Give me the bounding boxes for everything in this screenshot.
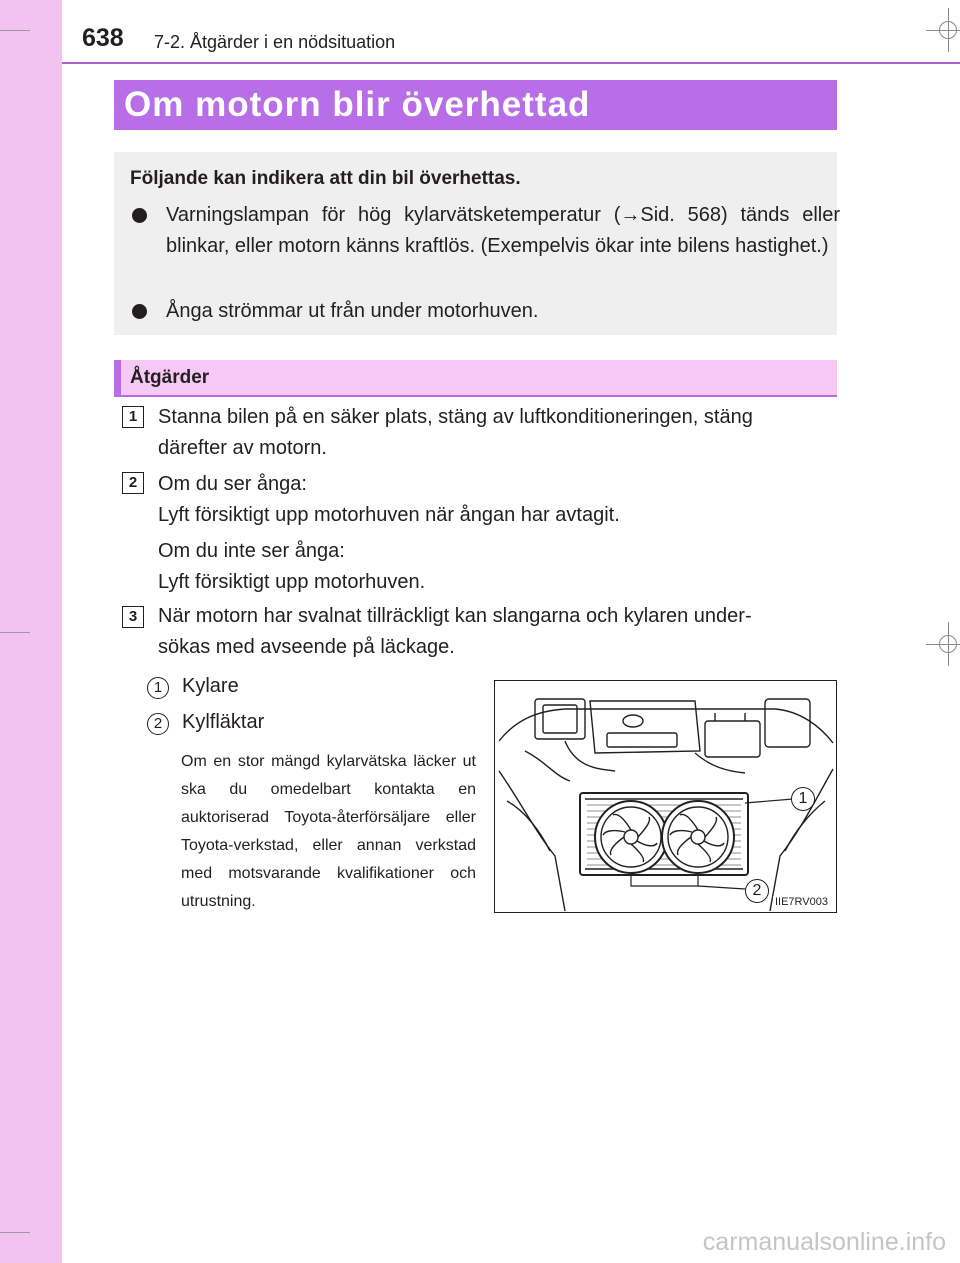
page-title: Om motorn blir överhettad — [124, 85, 591, 124]
running-head: 7-2. Åtgärder i en nödsituation — [154, 32, 396, 52]
page-title-bar — [114, 80, 837, 130]
section-heading-text: Åtgärder — [130, 367, 210, 388]
header-rule — [62, 62, 960, 64]
leak-note: Om en stor mängd kylarvätska läcker ut ska du omedelbart kontakta en auktoriserad Toyota-återförsäljare eller Toyota-verkstad, eller annan verkstad med motsvarande kvalifikationer och utrustning. — [181, 753, 476, 910]
step-2-text: Om du ser ånga: Lyft försiktigt upp motorhuven när ångan har avtagit. — [158, 473, 620, 526]
watermark: carmanualsonline.info — [702, 1228, 946, 1256]
symptom-bullet: Ånga strömmar ut från under motorhuven. — [132, 296, 837, 327]
symptom-heading: Följande kan indikera att din bil överhettas. — [130, 168, 521, 189]
part-number-badge: 1 — [147, 677, 169, 699]
symptom-box — [114, 152, 840, 335]
engine-bay-drawing — [495, 681, 837, 913]
step-number-badge: 3 — [122, 606, 144, 628]
trim-mark — [0, 30, 30, 31]
figure-callout-fans: 2 — [745, 879, 769, 903]
step-1-text: Stanna bilen på en säker plats, stäng av luftkonditioneringen, stäng därefter av motorn. — [158, 406, 753, 459]
trim-mark — [0, 1232, 30, 1233]
part-label-radiator: Kylare — [182, 675, 239, 697]
bullet-icon — [132, 304, 147, 319]
figure-callout-radiator: 1 — [791, 787, 815, 811]
page-number: 638 — [82, 24, 124, 52]
step-2-alt-text: Om du inte ser ånga: Lyft försiktigt upp motorhuven. — [158, 540, 426, 593]
symptom-bullet: Varningslampan för hög kylarvätsketemperatur (→Sid. 568) tänds eller blinkar, eller motorn känns kraftlös. (Exempelvis ökar inte bilens hastighet.) — [132, 200, 837, 262]
part-number-badge: 2 — [147, 713, 169, 735]
engine-bay-illustration — [494, 680, 837, 913]
step-3-text: När motorn har svalnat tillräckligt kan slangarna och kylaren under- sökas med avseende på läckage. — [158, 605, 752, 658]
step-number-badge: 1 — [122, 406, 144, 428]
figure-id: IIE7RV003 — [774, 896, 828, 908]
section-heading — [114, 360, 837, 397]
step-number-badge: 2 — [122, 472, 144, 494]
part-label-fans: Kylfläktar — [182, 711, 265, 733]
bullet-icon — [132, 208, 147, 223]
section-heading-accent — [114, 360, 121, 395]
trim-mark — [0, 632, 30, 633]
